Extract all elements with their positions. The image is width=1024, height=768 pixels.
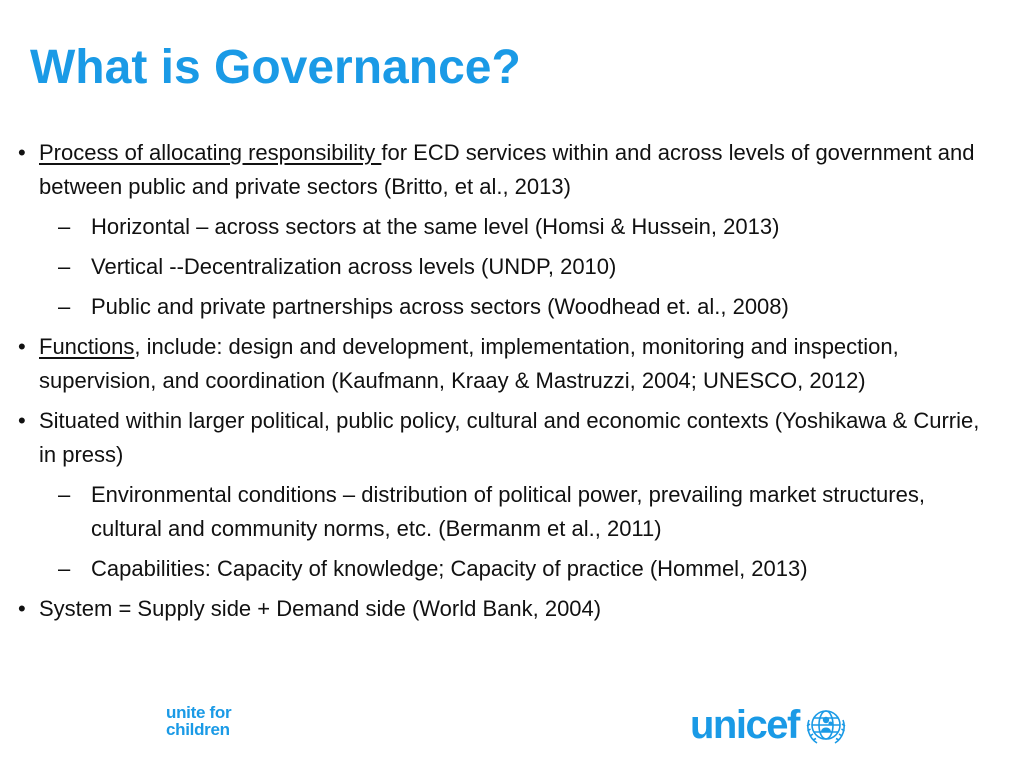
sub-bullet-text: Horizontal – across sectors at the same level (Homsi & Hussein, 2013) [91,214,780,239]
bullet-text: Situated within larger political, public policy, cultural and economic contexts (Yoshikawa & Currie, in press) [39,408,980,467]
bullet-item [18,136,998,204]
sub-bullet-item [18,250,998,284]
bullet-item [18,330,998,398]
dash-marker: – [58,482,71,507]
dash-marker: – [58,214,71,239]
bullet-marker: • [18,140,26,165]
sub-bullet-item [18,210,998,244]
bullet-marker: • [18,408,26,433]
slide-title: What is Governance? [30,41,521,94]
bullet-underlined-term: Process of allocating responsibility [39,140,382,165]
sub-bullet-text: Public and private partnerships across sectors (Woodhead et. al., 2008) [91,294,789,319]
bullet-item [18,404,998,472]
bullet-list [18,136,998,632]
bullet-text: System = Supply side + Demand side (World Bank, 2004) [39,596,602,621]
unicef-wordmark: unicef [690,703,799,747]
tagline-line2: children [166,720,230,739]
dash-marker: – [58,294,71,319]
bullet-item [18,592,998,626]
sub-bullet-text: Environmental conditions – distribution of political power, prevailing market structures, cultural and community norms, etc. (Bermanm et al., 2011) [91,482,925,541]
sub-bullet-text: Capabilities: Capacity of knowledge; Capacity of practice (Hommel, 2013) [91,556,808,581]
bullet-text: , include: design and development, implementation, monitoring and inspection, supervision, and coordination (Kaufmann, Kraay & Mastruzzi, 2004; UNESCO, 2012) [39,334,899,393]
sub-bullet-item [18,478,998,546]
tagline-line1: unite for [166,703,232,722]
bullet-marker: • [18,334,26,359]
unite-for-children-tagline [166,704,231,738]
sub-bullet-item [18,552,998,586]
bullet-text: for ECD services within and across levels of government and between public and private sectors (Britto, et al., 2013) [39,140,975,199]
unicef-emblem-icon [801,700,851,750]
sub-bullet-item [18,290,998,324]
dash-marker: – [58,556,71,581]
bullet-underlined-term: Functions [39,334,135,359]
bullet-marker: • [18,596,26,621]
dash-marker: – [58,254,71,279]
sub-bullet-text: Vertical --Decentralization across levels (UNDP, 2010) [91,254,617,279]
unicef-logo [690,700,851,750]
